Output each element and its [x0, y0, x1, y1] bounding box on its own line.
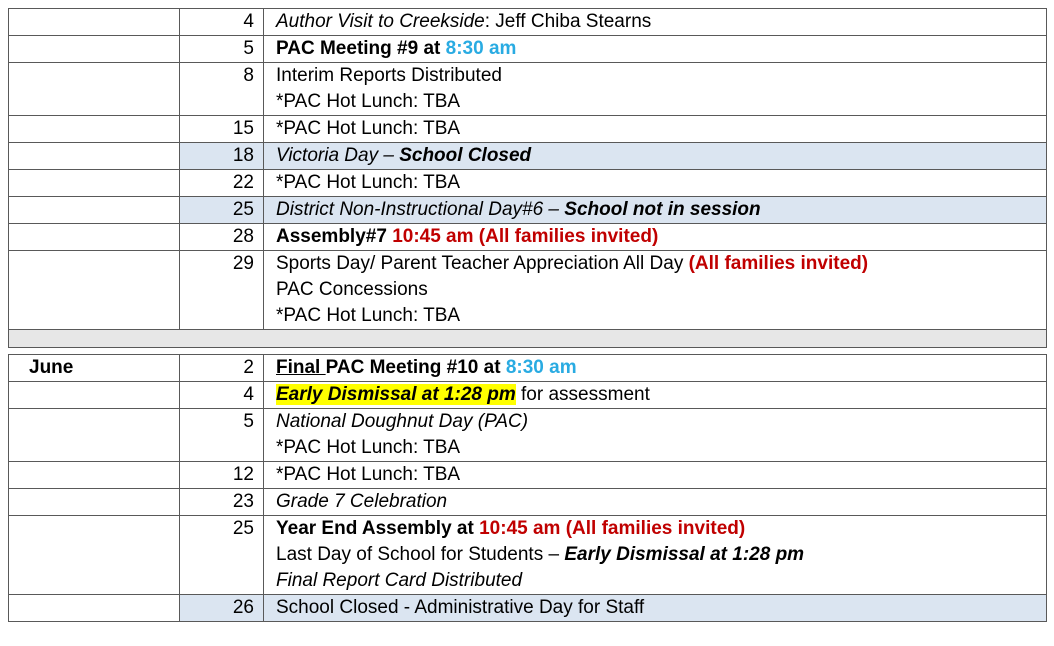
month-cell [9, 36, 180, 63]
event-line [276, 63, 1040, 89]
event-line [276, 435, 1040, 461]
month-cell [9, 197, 180, 224]
event-text-segment: Author Visit to Creekside [276, 11, 485, 32]
event-text-segment: PAC Meeting #10 at [325, 357, 506, 378]
date-cell: 4 [180, 382, 264, 409]
date-cell: 25 [180, 197, 264, 224]
calendar-row [9, 409, 1047, 462]
month-cell: June [9, 355, 180, 382]
date-cell: 5 [180, 409, 264, 462]
event-text-segment: 8:30 am [445, 38, 517, 59]
month-cell [9, 516, 180, 595]
event-line [276, 568, 1040, 594]
calendar-row [9, 355, 1047, 382]
date-cell: 28 [180, 224, 264, 251]
event-text-segment: District Non-Instructional Day#6 – [276, 199, 565, 220]
event-text-segment: Interim Reports Distributed [276, 65, 502, 86]
section-separator-cell [9, 330, 1047, 348]
event-text-segment: Year End Assembly at [276, 518, 480, 539]
event-text-segment: (All families invited) [688, 253, 869, 274]
event-line [276, 251, 1040, 277]
calendar-row [9, 489, 1047, 516]
event-line [276, 116, 1040, 142]
event-text-segment: for assessment [515, 384, 650, 405]
event-text-segment: Sports Day/ Parent Teacher Appreciation All Day [276, 253, 689, 274]
date-cell: 12 [180, 462, 264, 489]
calendar-row [9, 462, 1047, 489]
event-text-segment: : Jeff Chiba Stearns [484, 11, 652, 32]
event-text-segment: 8:30 am [505, 357, 577, 378]
event-cell [264, 516, 1047, 595]
event-cell [264, 170, 1047, 197]
event-text-segment: Assembly#7 [276, 226, 393, 247]
event-text-segment: School Closed [399, 145, 532, 166]
date-cell: 29 [180, 251, 264, 330]
event-cell [264, 36, 1047, 63]
event-cell [264, 143, 1047, 170]
event-cell [264, 251, 1047, 330]
event-cell [264, 63, 1047, 116]
date-cell: 2 [180, 355, 264, 382]
calendar-row [9, 224, 1047, 251]
event-line [276, 9, 1040, 35]
event-text-segment: *PAC Hot Lunch: TBA [276, 91, 461, 112]
event-cell [264, 197, 1047, 224]
event-line [276, 489, 1040, 515]
month-cell [9, 9, 180, 36]
event-text-segment: *PAC Hot Lunch: TBA [276, 172, 461, 193]
calendar-table-may-body [9, 9, 1047, 348]
event-text-segment: Victoria Day – [276, 145, 400, 166]
event-text-segment: School not in session [564, 199, 761, 220]
calendar-row [9, 197, 1047, 224]
event-text-segment: PAC Meeting #9 at [276, 38, 446, 59]
event-line [276, 277, 1040, 303]
month-cell [9, 462, 180, 489]
event-text-segment: *PAC Hot Lunch: TBA [276, 118, 461, 139]
event-line [276, 303, 1040, 329]
month-cell [9, 409, 180, 462]
event-cell [264, 462, 1047, 489]
event-cell [264, 382, 1047, 409]
date-cell: 5 [180, 36, 264, 63]
date-cell: 25 [180, 516, 264, 595]
calendar-table-may [8, 8, 1047, 348]
event-line [276, 355, 1040, 381]
event-cell [264, 489, 1047, 516]
month-cell [9, 116, 180, 143]
event-cell [264, 355, 1047, 382]
event-line [276, 409, 1040, 435]
calendar-row [9, 516, 1047, 595]
date-cell: 22 [180, 170, 264, 197]
event-line [276, 170, 1040, 196]
event-text-segment: Early Dismissal at 1:28 pm [564, 544, 805, 565]
month-cell [9, 595, 180, 622]
month-cell [9, 63, 180, 116]
event-line [276, 516, 1040, 542]
event-text-segment: PAC Concessions [276, 279, 428, 300]
date-cell: 8 [180, 63, 264, 116]
event-line [276, 36, 1040, 62]
date-cell: 23 [180, 489, 264, 516]
event-text-segment: *PAC Hot Lunch: TBA [276, 464, 461, 485]
event-line [276, 197, 1040, 223]
event-line [276, 89, 1040, 115]
event-text-segment: 10:45 am (All families invited) [479, 518, 746, 539]
event-text-segment: Final Report Card Distributed [276, 570, 523, 591]
event-text-segment: National Doughnut Day (PAC) [276, 411, 529, 432]
event-line [276, 542, 1040, 568]
date-cell: 4 [180, 9, 264, 36]
calendar-row [9, 595, 1047, 622]
event-text-segment: School Closed - Administrative Day for Staff [276, 597, 645, 618]
calendar-row [9, 382, 1047, 409]
calendar-row [9, 63, 1047, 116]
calendar-row [9, 9, 1047, 36]
section-separator-row [9, 330, 1047, 348]
event-text-segment: Grade 7 Celebration [276, 491, 448, 512]
event-text-segment: 10:45 am (All families invited) [392, 226, 659, 247]
event-line [276, 595, 1040, 621]
month-cell [9, 224, 180, 251]
event-cell [264, 409, 1047, 462]
calendar-row [9, 116, 1047, 143]
calendar-row [9, 143, 1047, 170]
month-cell [9, 382, 180, 409]
event-line [276, 143, 1040, 169]
event-cell [264, 116, 1047, 143]
month-cell [9, 143, 180, 170]
calendar-row [9, 170, 1047, 197]
event-line [276, 224, 1040, 250]
event-text-segment: Early Dismissal at 1:28 pm [276, 384, 516, 405]
date-cell: 18 [180, 143, 264, 170]
event-text-segment: Final [276, 357, 326, 378]
event-text-segment: Last Day of School for Students – [276, 544, 565, 565]
event-line [276, 462, 1040, 488]
calendar-row [9, 251, 1047, 330]
month-cell [9, 170, 180, 197]
calendar-table-june-body [9, 355, 1047, 622]
event-cell [264, 9, 1047, 36]
event-text-segment: *PAC Hot Lunch: TBA [276, 305, 461, 326]
event-line [276, 382, 1040, 408]
event-cell [264, 224, 1047, 251]
calendar-table-june [8, 354, 1047, 622]
event-cell [264, 595, 1047, 622]
month-cell [9, 251, 180, 330]
date-cell: 26 [180, 595, 264, 622]
month-cell [9, 489, 180, 516]
date-cell: 15 [180, 116, 264, 143]
event-text-segment: *PAC Hot Lunch: TBA [276, 437, 461, 458]
calendar-row [9, 36, 1047, 63]
